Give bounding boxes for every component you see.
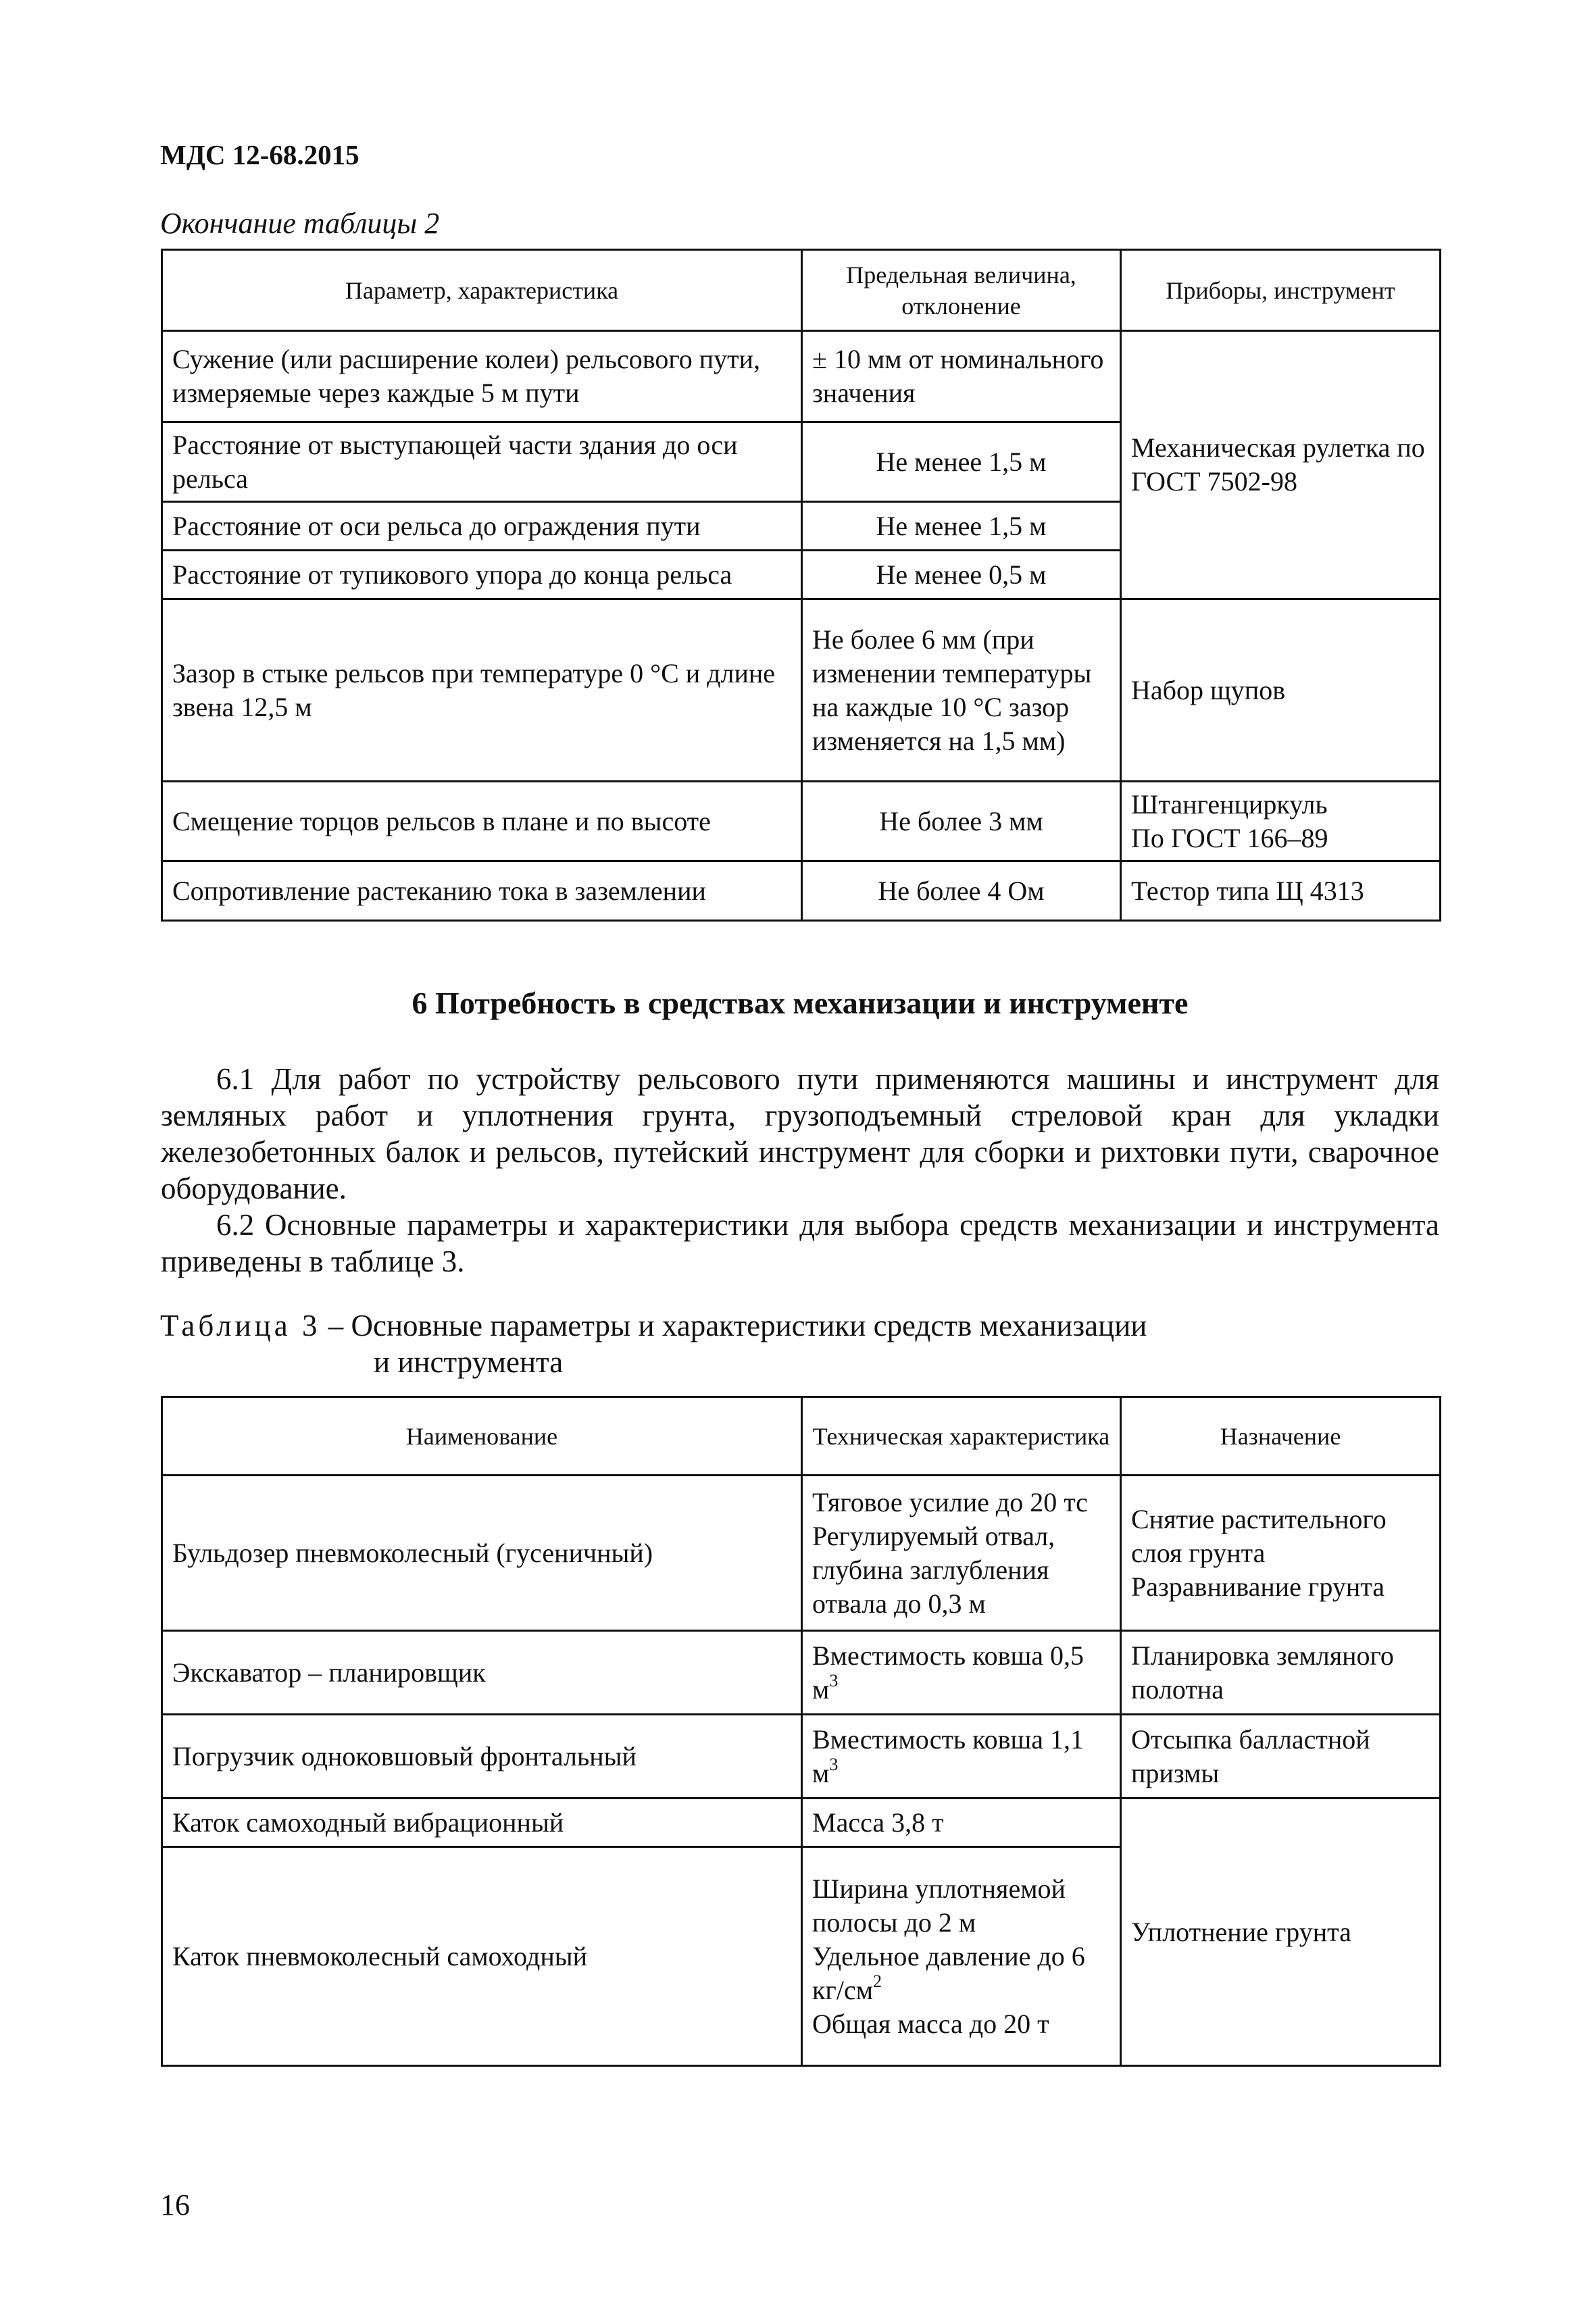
cell-name: Каток пневмоколесный самоходный — [162, 1847, 802, 2066]
table-3 — [161, 1396, 1441, 2067]
purpose-line: Снятие растительного слоя грунта — [1131, 1503, 1387, 1568]
cell-limit: Не менее 1,5 м — [802, 502, 1121, 551]
cell-limit: Не менее 0,5 м — [802, 551, 1121, 599]
table-2 — [161, 249, 1441, 922]
cell-limit: Не более 6 мм (при изменении температуры на каждые 10 °С зазор изменяется на 1,5 мм) — [802, 599, 1121, 782]
spec-text: Вместимость ковша 1,1 м — [812, 1724, 1084, 1788]
spec-line: Общая масса до 20 т — [812, 2008, 1049, 2039]
cell-parameter: Расстояние от тупикового упора до конца рельса — [162, 551, 802, 599]
cell-limit: ± 10 мм от номинального значения — [802, 331, 1121, 422]
cell-name: Каток самоходный вибрационный — [162, 1799, 802, 1847]
cell-instrument-merged: Механическая рулетка по ГОСТ 7502-98 — [1121, 331, 1441, 599]
table-row — [162, 782, 1441, 861]
cell-name: Погрузчик одноковшовый фронтальный — [162, 1715, 802, 1799]
table-row — [162, 861, 1441, 921]
cell-limit: Не менее 1,5 м — [802, 422, 1121, 502]
table3-label: Таблица 3 — [160, 1309, 321, 1342]
cell-purpose: Планировка земляного полотна — [1121, 1631, 1441, 1715]
table-row — [162, 1799, 1441, 1847]
cell-parameter: Зазор в стыке рельсов при температуре 0 °С и длине звена 12,5 м — [162, 599, 802, 782]
cell-parameter: Расстояние от оси рельса до ограждения пути — [162, 502, 802, 551]
column-header-name: Наименование — [162, 1397, 802, 1476]
cell-purpose-merged: Уплотнение грунта — [1121, 1799, 1441, 2066]
purpose-line: Разравнивание грунта — [1131, 1571, 1385, 1602]
cell-spec — [802, 1476, 1121, 1631]
cell-limit: Не более 4 Ом — [802, 861, 1121, 921]
table-header-row — [162, 1397, 1441, 1476]
paragraph-6-2: 6.2 Основные параметры и характеристики для выбора средств механизации и инструмента приведены в таблице 3. — [161, 1208, 1439, 1278]
cell-purpose: Отсыпка балластной призмы — [1121, 1715, 1441, 1799]
spec-line: Ширина уплотняемой полосы до 2 м — [812, 1873, 1066, 1938]
cell-limit: Не более 3 мм — [802, 782, 1121, 861]
table-row — [162, 1476, 1441, 1631]
paragraph-6-1: 6.1 Для работ по устройству рельсового пути применяются машины и инструмент для земляных работ и уплотнения грунта, грузоподъемный стреловой кран для укладки железобетонных балок и рельсов, путейский инструмент для сборки и рихтовки пути, сварочное оборудование. — [161, 1062, 1439, 1205]
cell-spec: Масса 3,8 т — [802, 1799, 1121, 1847]
table-row — [162, 599, 1441, 782]
cell-spec — [802, 1847, 1121, 2066]
superscript: 3 — [829, 1754, 839, 1774]
cell-parameter: Сопротивление растеканию тока в заземлении — [162, 861, 802, 921]
column-header-limit: Предельная величина, отклонение — [802, 250, 1121, 331]
column-header-spec: Техническая характеристика — [802, 1397, 1121, 1476]
cell-purpose — [1121, 1476, 1441, 1631]
column-header-purpose: Назначение — [1121, 1397, 1441, 1476]
cell-parameter: Сужение (или расширение колеи) рельсового пути, измеряемые через каждые 5 м пути — [162, 331, 802, 422]
column-header-instrument: Приборы, инструмент — [1121, 250, 1441, 331]
cell-spec — [802, 1631, 1121, 1715]
table-row — [162, 1631, 1441, 1715]
cell-name: Бульдозер пневмоколесный (гусеничный) — [162, 1476, 802, 1631]
cell-parameter: Расстояние от выступающей части здания до оси рельса — [162, 422, 802, 502]
spec-line — [812, 1940, 1110, 2007]
spec-line: Тяговое усилие до 20 тс — [812, 1486, 1088, 1517]
column-header-parameter: Параметр, характеристика — [162, 250, 802, 331]
spec-line: Регулируемый отвал, глубина заглубления отвала до 0,3 м — [812, 1520, 1055, 1619]
table3-caption-dash: – — [320, 1309, 351, 1342]
cell-instrument: Набор щупов — [1121, 599, 1441, 782]
instrument-line: По ГОСТ 166–89 — [1131, 822, 1328, 853]
table2-caption: Окончание таблицы 2 — [160, 207, 440, 240]
table3-caption-line1: Основные параметры и характеристики средств механизации — [351, 1309, 1147, 1342]
section-heading: 6 Потребность в средствах механизации и инструменте — [412, 986, 1189, 1020]
cell-spec — [802, 1715, 1121, 1799]
cell-instrument — [1121, 782, 1441, 861]
document-code: МДС 12-68.2015 — [160, 139, 359, 170]
spec-text: Вместимость ковша 0,5 м — [812, 1640, 1084, 1705]
instrument-line: Штангенциркуль — [1131, 788, 1328, 820]
table3-caption — [160, 1307, 1147, 1380]
spec-text: Удельное давление до 6 кг/см — [812, 1940, 1085, 2005]
superscript: 2 — [873, 1971, 882, 1991]
cell-parameter: Смещение торцов рельсов в плане и по высоте — [162, 782, 802, 861]
cell-name: Экскаватор – планировщик — [162, 1631, 802, 1715]
page-number: 16 — [160, 2188, 190, 2221]
table-row — [162, 331, 1441, 422]
table-row — [162, 1715, 1441, 1799]
table3-caption-line2: и инструмента — [374, 1345, 564, 1379]
cell-instrument: Тестор типа Щ 4313 — [1121, 861, 1441, 921]
table-header-row — [162, 250, 1441, 331]
superscript: 3 — [829, 1670, 839, 1690]
